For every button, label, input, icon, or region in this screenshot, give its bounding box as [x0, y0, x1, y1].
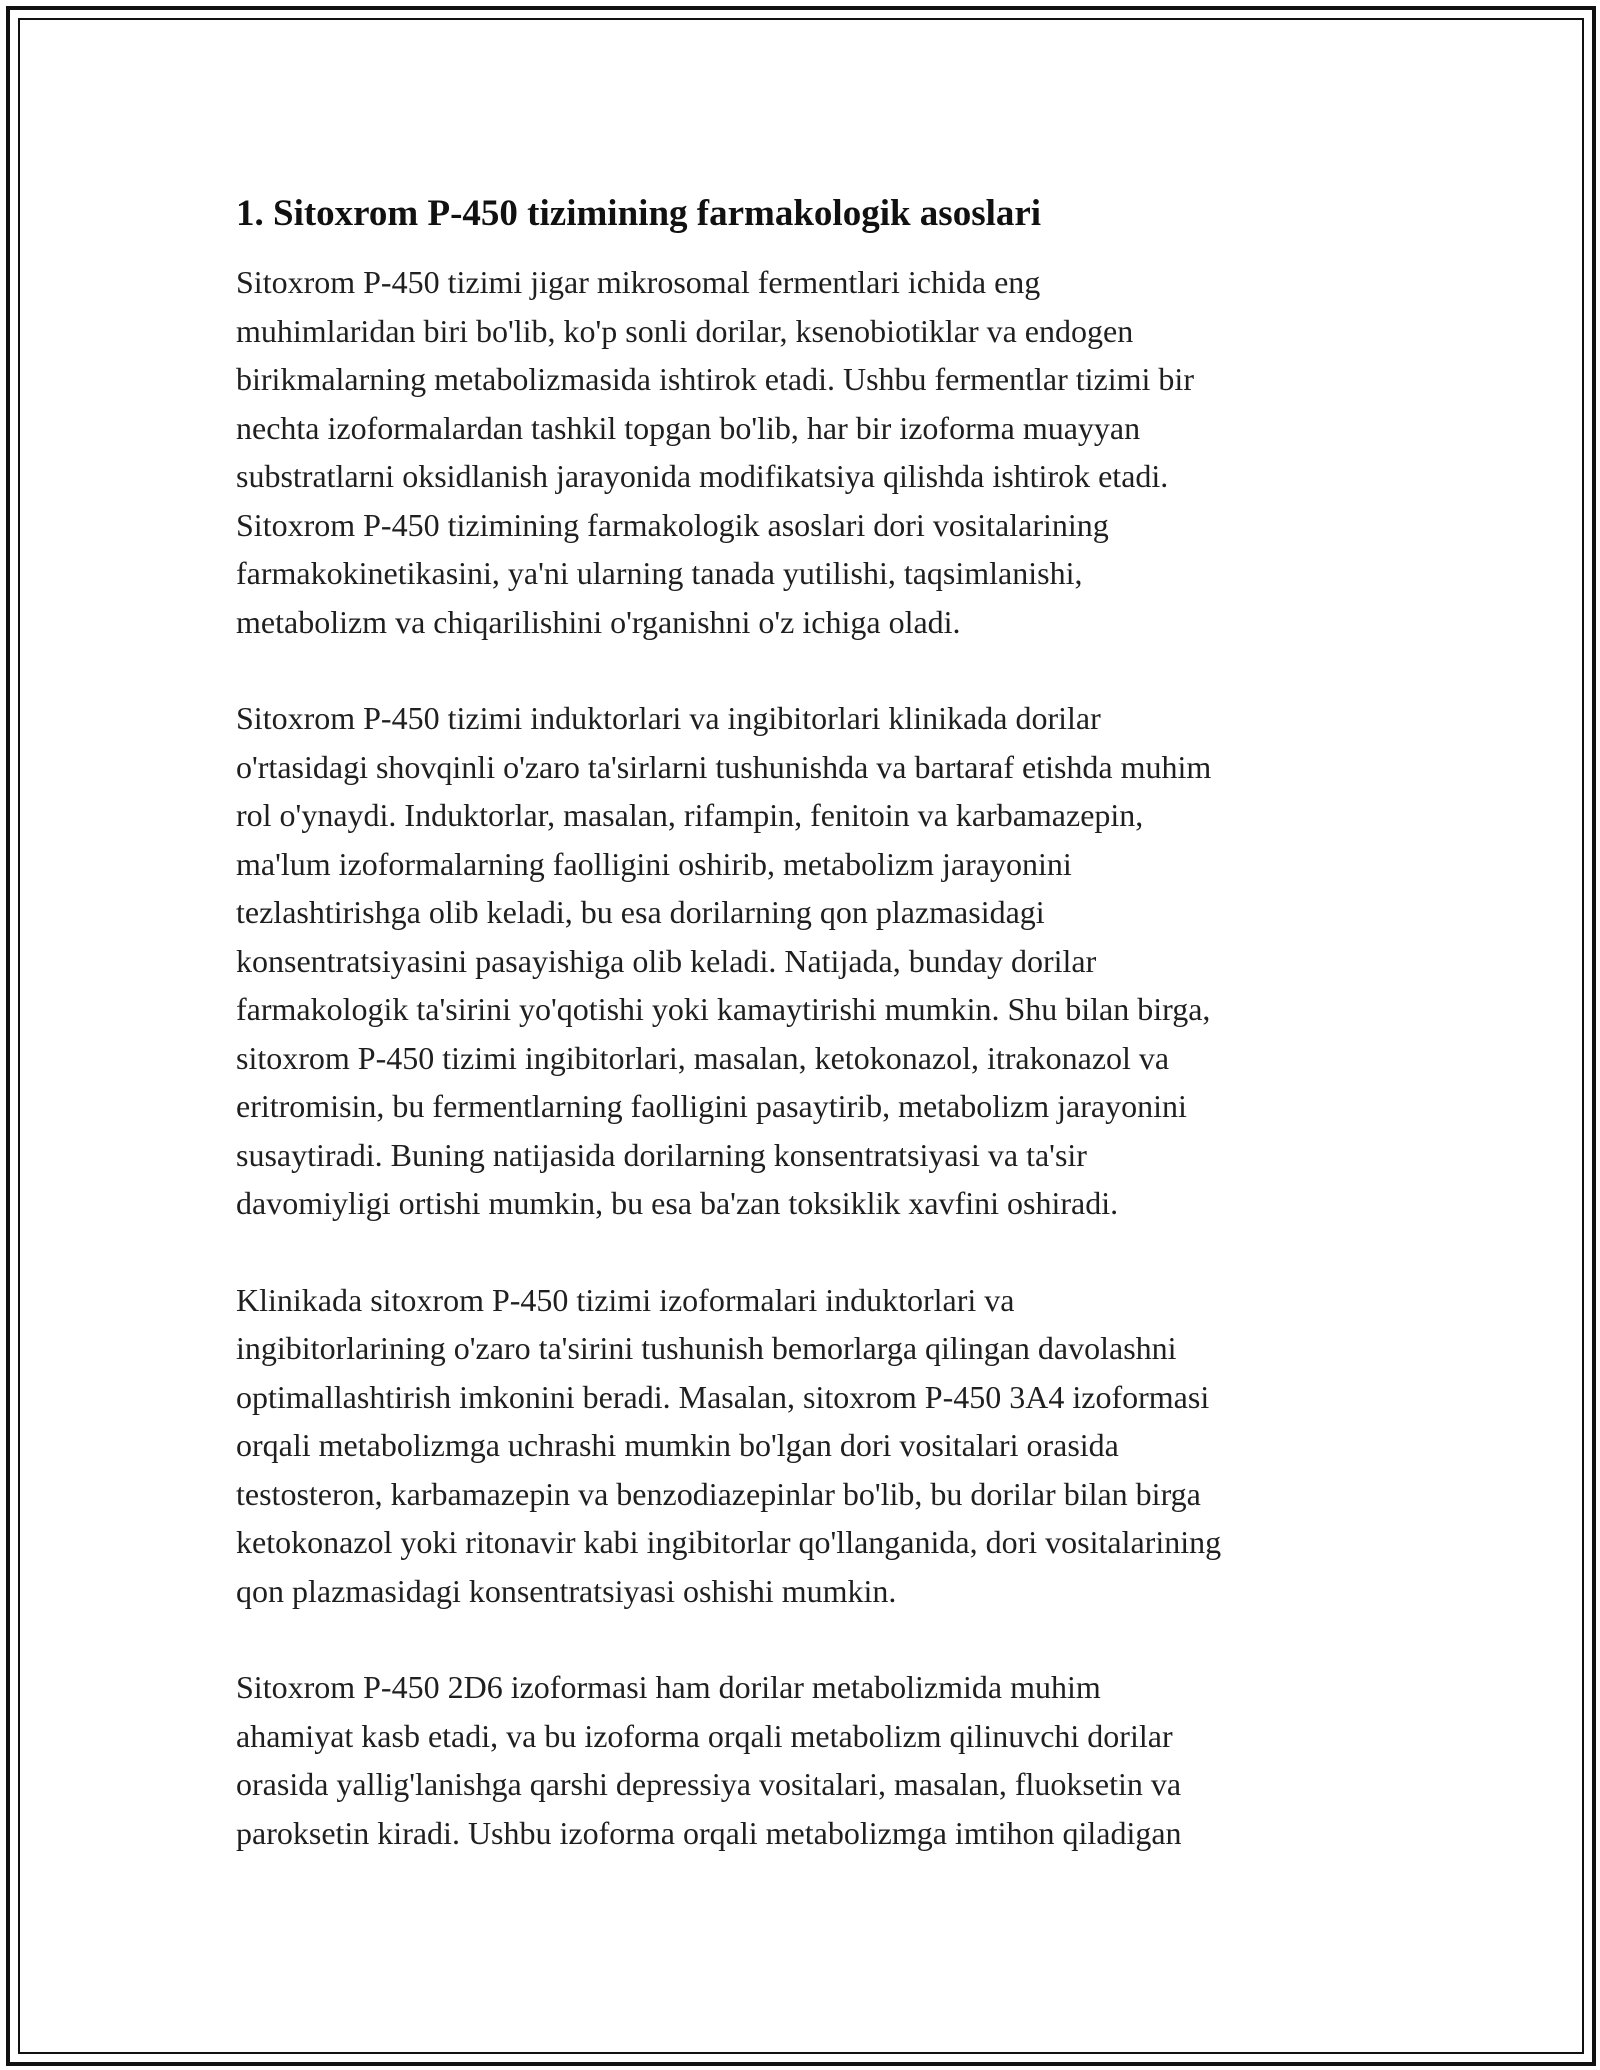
- text-line: eritromisin, bu fermentlarning faolligini pasaytirib, metabolizm jarayonini: [236, 1088, 1187, 1124]
- text-line: qon plazmasidagi konsentratsiyasi oshishi mumkin.: [236, 1572, 897, 1609]
- text-line: farmakokinetikasini, ya'ni ularning tanada yutilishi, taqsimlanishi,: [236, 555, 1083, 591]
- text-line: Sitoxrom P-450 tizimining farmakologik asoslari dori vositalarining: [236, 506, 1109, 543]
- text-line: paroksetin kiradi. Ushbu izoforma orqali metabolizmga imtihon qiladigan: [236, 1814, 1182, 1851]
- text-line: birikmalarning metabolizmasida ishtirok etadi. Ushbu fermentlar tizimi bir: [236, 361, 1194, 397]
- text-line: farmakologik ta'sirini yo'qotishi yoki kamaytirishi mumkin. Shu bilan birga,: [236, 991, 1211, 1027]
- text-line: orqali metabolizmga uchrashi mumkin bo'lgan dori vositalari orasida: [236, 1427, 1119, 1463]
- text-line: optimallashtirish imkonini beradi. Masalan, sitoxrom P-450 3A4 izoformasi: [236, 1378, 1210, 1415]
- text-line: Klinikada sitoxrom P-450 tizimi izoformalari induktorlari va: [236, 1281, 1015, 1318]
- text-line: sitoxrom P-450 tizimi ingibitorlari, masalan, ketokonazol, itrakonazol va: [236, 1039, 1170, 1076]
- text-line: ma'lum izoformalarning faolligini oshirib, metabolizm jarayonini: [236, 845, 1072, 882]
- text-line: nechta izoformalardan tashkil topgan bo'lib, har bir izoforma muayyan: [236, 409, 1141, 446]
- text-line: Sitoxrom P-450 tizimi jigar mikrosomal fermentlari ichida eng: [236, 264, 1041, 300]
- text-line: ahamiyat kasb etadi, va bu izoforma orqali metabolizm qilinuvchi dorilar: [236, 1717, 1173, 1754]
- text-line: davomiyligi ortishi mumkin, bu esa ba'zan toksiklik xavfini oshiradi.: [236, 1185, 1119, 1221]
- section-heading: 1. Sitoxrom P-450 tizimining farmakologik asoslari: [236, 193, 1042, 234]
- text-line: testosteron, karbamazepin va benzodiazepinlar bo'lib, bu dorilar bilan birga: [236, 1475, 1201, 1512]
- document-body: [236, 186, 1386, 1905]
- paragraph-4: [236, 1663, 1386, 1857]
- text-line: orasida yallig'lanishga qarshi depressiya vositalari, masalan, fluoksetin va: [236, 1766, 1182, 1802]
- text-line: rol o'ynaydi. Induktorlar, masalan, rifampin, fenitoin va karbamazepin,: [236, 797, 1144, 833]
- text-line: ketokonazol yoki ritonavir kabi ingibitorlar qo'llanganida, dori vositalarining: [236, 1524, 1222, 1560]
- text-line: metabolizm va chiqarilishini o'rganishni o'z ichiga oladi.: [236, 603, 961, 640]
- paragraph-3: [236, 1276, 1386, 1616]
- text-line: konsentratsiyasini pasayishiga olib keladi. Natijada, bunday dorilar: [236, 942, 1097, 979]
- text-line: ingibitorlarining o'zaro ta'sirini tushunish bemorlarga qilingan davolashni: [236, 1330, 1177, 1366]
- text-line: Sitoxrom P-450 tizimi induktorlari va ingibitorlari klinikada dorilar: [236, 700, 1101, 736]
- paragraph-2: [236, 694, 1386, 1228]
- text-line: tezlashtirishga olib keladi, bu esa dorilarning qon plazmasidagi: [236, 894, 1045, 930]
- text-line: susaytiradi. Buning natijasida dorilarning konsentratsiyasi va ta'sir: [236, 1136, 1087, 1173]
- text-line: muhimlaridan biri bo'lib, ko'p sonli dorilar, ksenobiotiklar va endogen: [236, 312, 1134, 349]
- text-line: Sitoxrom P-450 2D6 izoformasi ham dorilar metabolizmida muhim: [236, 1669, 1101, 1705]
- paragraph-1: [236, 258, 1386, 646]
- text-line: o'rtasidagi shovqinli o'zaro ta'sirlarni tushunishda va bartaraf etishda muhim: [236, 748, 1212, 785]
- text-line: substratlarni oksidlanish jarayonida modifikatsiya qilishda ishtirok etadi.: [236, 458, 1169, 494]
